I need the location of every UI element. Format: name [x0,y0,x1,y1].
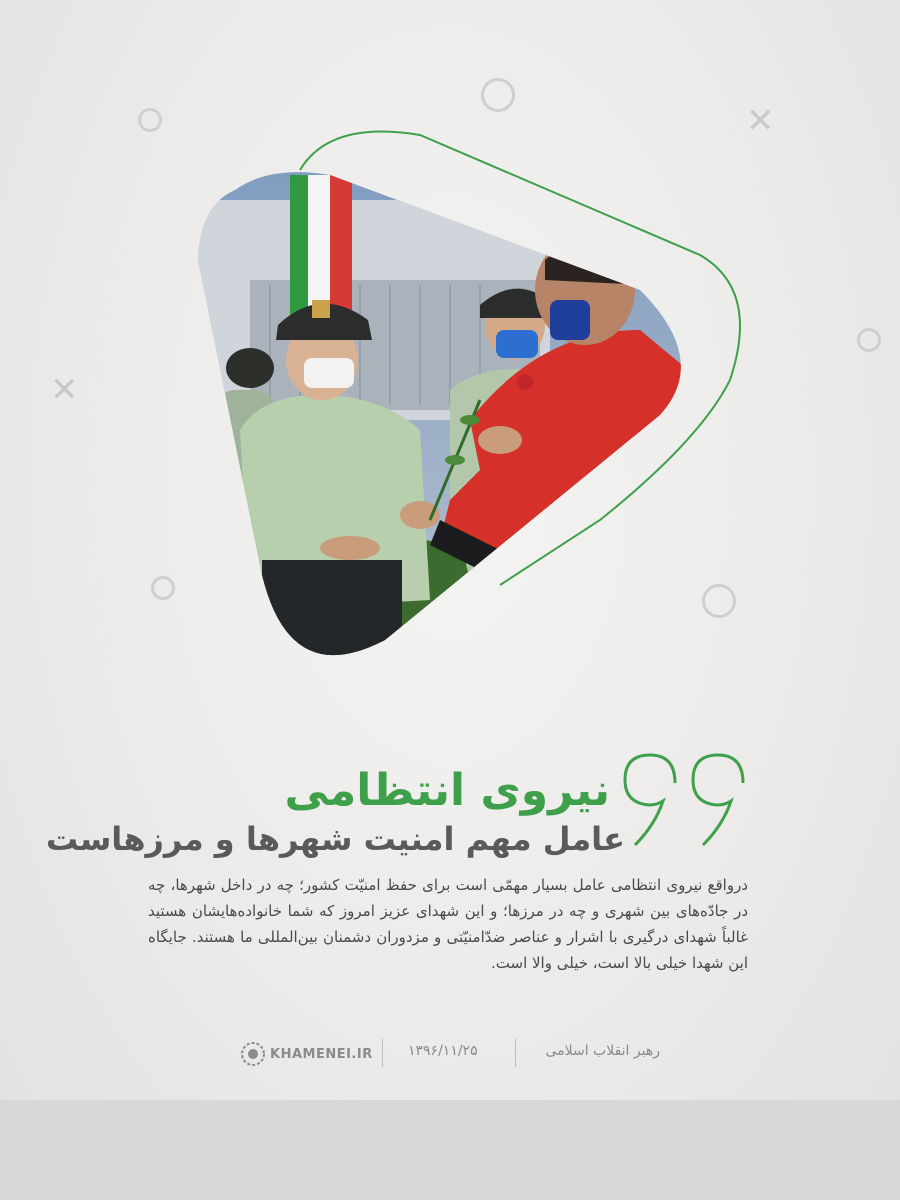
footer [0,1035,900,1075]
khamenei-logo-icon [240,1041,266,1067]
deco-cross-icon: ✕ [746,101,775,141]
quote-body: درواقع نیروی انتظامی عامل بسیار مهمّی است برای حفظ امنیّت کشور؛ چه در داخل شهرها، چه در جادّه‌های بین شهری و چه در مرزها؛ و این شهدای عزیز امروز که شما خانواده‌هایشان هستید غالباً شهدای درگیری با اشرار و عناصر ضدّامنیّتی و مزدوران دشمنان بین‌المللی ما هستند. جایگاه این شهدا خیلی بالا است، خیلی والا است. [148,876,748,972]
bottom-band [0,1100,900,1200]
quotation-mark-icon [615,745,750,855]
headline: نیروی انتظامی [284,765,610,816]
subheadline: عامل مهم امنیت شهرها و مرزهاست [45,820,625,858]
footer-divider [382,1039,383,1067]
photo-police-officers-receiving-flowers [190,160,720,680]
site-logo[interactable] [240,1041,373,1067]
footer-divider [515,1039,516,1067]
author-label: رهبر انقلاب اسلامی [545,1043,660,1059]
deco-cross-icon: ✕ [50,370,79,410]
date-label: ۱۳۹۶/۱۱/۲۵ [408,1043,478,1059]
site-name: KHAMENEI.IR [270,1046,373,1062]
